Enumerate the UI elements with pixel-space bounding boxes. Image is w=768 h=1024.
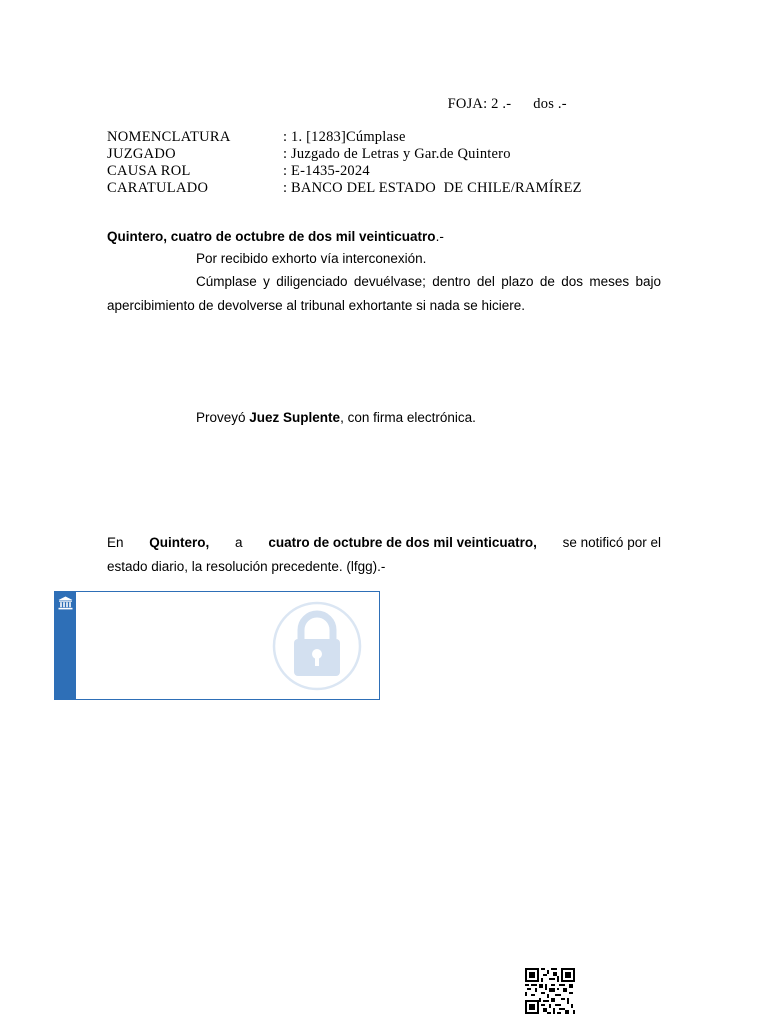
metadata-label: CAUSA ROL (107, 163, 191, 179)
metadata-row-juzgado (107, 146, 582, 163)
notification-line-1 (107, 531, 661, 555)
notification-word: a (235, 535, 243, 550)
notification (107, 531, 661, 579)
resolution-recibido: Por recibido exhorto vía interconexión. (196, 251, 427, 266)
foja-label: FOJA: 2 .- (447, 96, 512, 112)
notification-word: En (107, 535, 124, 550)
metadata-row-causa-rol (107, 163, 582, 180)
notification-date: cuatro de octubre de dos mil veinticuatro, (268, 535, 537, 550)
foja-header (440, 79, 567, 113)
qr-code-icon (525, 968, 575, 1014)
notification-word: se notificó por el (562, 535, 661, 550)
metadata-value: : BANCO DEL ESTADO DE CHILE/RAMÍREZ (283, 180, 582, 196)
metadata-value: : 1. [1283]Cúmplase (283, 129, 406, 145)
resolution-date-line (107, 225, 444, 249)
metadata-label: NOMENCLATURA (107, 129, 231, 145)
courthouse-icon (58, 596, 73, 610)
metadata-row-caratulado (107, 180, 582, 197)
metadata-row-nomenclatura (107, 129, 582, 146)
foja-words: dos .- (533, 96, 567, 112)
case-metadata (107, 129, 582, 197)
electronic-signature-box (54, 591, 380, 700)
notification-place: Quintero, (149, 535, 210, 550)
metadata-label: JUZGADO (107, 146, 176, 162)
metadata-value: : E-1435-2024 (283, 163, 370, 179)
signature-suffix: , con firma electrónica. (340, 410, 476, 425)
resolution-date-suffix: .- (435, 229, 444, 244)
metadata-label: CARATULADO (107, 180, 209, 196)
resolution-cumplase: Cúmplase y diligenciado devuélvase; dentro del plazo de dos meses bajo apercibimiento de devolverse al tribunal exhortante si nada se hiciere. (107, 274, 661, 313)
metadata-value: : Juzgado de Letras y Gar.de Quintero (283, 146, 511, 162)
notification-line-2: estado diario, la resolución precedente. (lfgg).- (107, 559, 386, 574)
lock-icon (267, 601, 367, 691)
judge-title: Juez Suplente (249, 410, 341, 425)
signature-accent-bar (55, 592, 76, 699)
signature-note (196, 406, 476, 430)
signature-prefix: Proveyó (196, 410, 250, 425)
resolution-date: Quintero, cuatro de octubre de dos mil veinticuatro (107, 229, 436, 244)
